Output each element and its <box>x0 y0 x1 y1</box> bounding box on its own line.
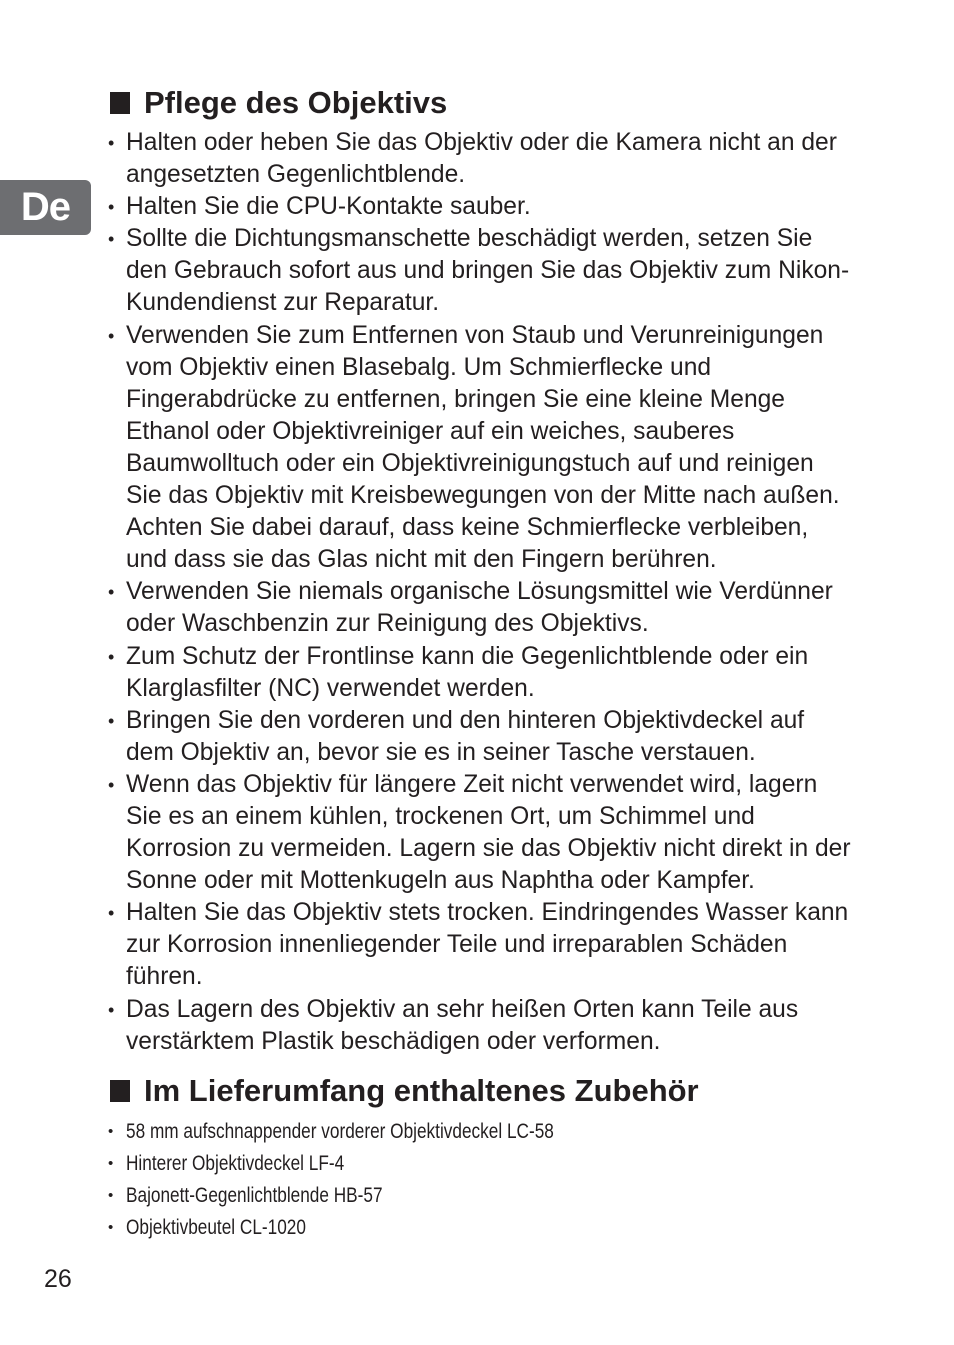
accessory-text: Objektivbeutel CL-1020 <box>126 1216 306 1239</box>
list-item <box>108 1148 808 1180</box>
list-item: • Bringen Sie den vorderen und den hinteren Objektivdeckel auf dem Objektiv an, bevor sie es in seiner Tasche verstauen. <box>108 705 853 769</box>
accessory-text: Hinterer Objektivdeckel LF-4 <box>126 1152 345 1175</box>
language-tab: De <box>0 180 91 235</box>
list-item <box>108 1212 808 1244</box>
list-item: • Das Lagern des Objektiv an sehr heißen Orten kann Teile aus verstärktem Plastik beschädigen oder verformen. <box>108 994 853 1058</box>
page-number: 26 <box>44 1265 72 1293</box>
list-item: • Halten Sie die CPU-Kontakte sauber. <box>108 191 853 223</box>
heading-text: Pflege des Objektivs <box>144 85 448 120</box>
heading-text: Im Lieferumfang enthaltenes Zubehör <box>144 1073 699 1108</box>
care-list <box>108 127 853 1058</box>
section-heading-care <box>110 85 447 121</box>
list-item <box>108 1116 808 1148</box>
list-item: • Verwenden Sie zum Entfernen von Staub und Verunreinigungen vom Objektiv einen Blasebalg. Um Schmierflecke und Fingerabdrücke zu entfernen, bringen Sie eine kleine Menge Ethanol oder Objektivreiniger auf ein weiches, sauberes Baumwolltuch oder ein Objektivreinigungstuch auf und reinigen Sie das Objektiv mit Kreisbewegungen von der Mitte nach außen. Achten Sie dabei darauf, dass keine Schmierflecke verbleiben, und dass sie das Glas nicht mit den Fingern berühren. <box>108 320 853 577</box>
accessories-list <box>108 1116 808 1244</box>
heading-square-icon <box>110 1080 130 1102</box>
list-item <box>108 1180 808 1212</box>
accessory-text: 58 mm aufschnappender vorderer Objektivdeckel LC-58 <box>126 1120 554 1143</box>
list-item: • Halten Sie das Objektiv stets trocken. Eindringendes Wasser kann zur Korrosion innenliegender Teile und irreparablen Schäden führen. <box>108 897 853 993</box>
list-item: • Sollte die Dichtungsmanschette beschädigt werden, setzen Sie den Gebrauch sofort aus und bringen Sie das Objektiv zum Nikon-Kundendienst zur Reparatur. <box>108 223 853 319</box>
list-item: • Halten oder heben Sie das Objektiv oder die Kamera nicht an der angesetzten Gegenlichtblende. <box>108 127 853 191</box>
list-item: • Wenn das Objektiv für längere Zeit nicht verwendet wird, lagern Sie es an einem kühlen, trockenen Ort, um Schimmel und Korrosion zu vermeiden. Lagern sie das Objektiv nicht direkt in der Sonne oder mit Mottenkugeln aus Naphtha oder Kampfer. <box>108 769 853 897</box>
heading-square-icon <box>110 92 130 114</box>
section-heading-accessories <box>110 1073 699 1109</box>
accessory-text: Bajonett-Gegenlichtblende HB-57 <box>126 1184 383 1207</box>
list-item: • Zum Schutz der Frontlinse kann die Gegenlichtblende oder ein Klarglasfilter (NC) verwendet werden. <box>108 641 853 705</box>
list-item: • Verwenden Sie niemals organische Lösungsmittel wie Verdünner oder Waschbenzin zur Reinigung des Objektivs. <box>108 576 853 640</box>
